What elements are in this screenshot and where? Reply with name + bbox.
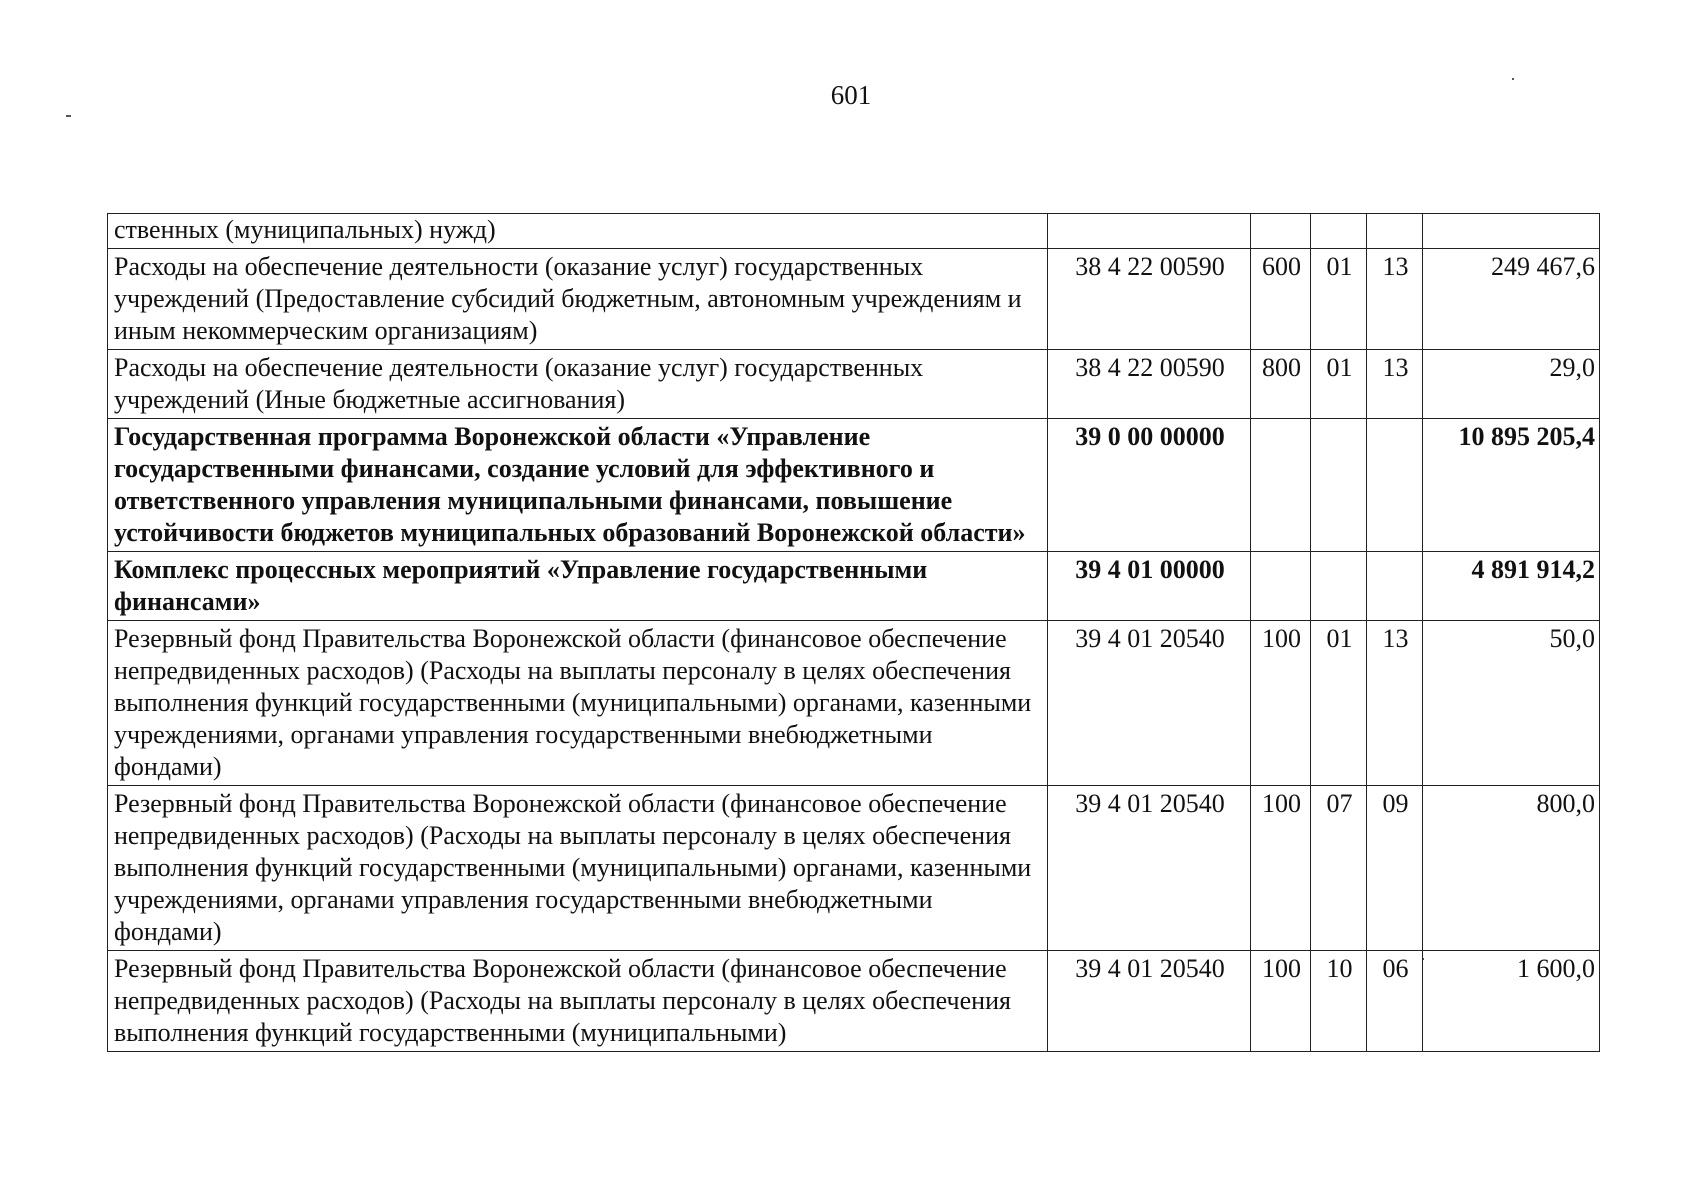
row-csr: 39 4 01 20540 (1048, 621, 1251, 786)
row-vr (1251, 419, 1311, 552)
row-pr: 13 (1367, 350, 1423, 419)
table-row (108, 419, 1600, 552)
row-rz (1311, 552, 1367, 621)
scan-speck (1512, 78, 1514, 80)
table-row (108, 552, 1600, 621)
row-vr: 800 (1251, 350, 1311, 419)
row-pr: 09 (1367, 786, 1423, 951)
row-name: ственных (муниципальных) нужд) (108, 214, 1048, 249)
row-sum: 1 600,0 (1423, 951, 1600, 1052)
row-name: Государственная программа Воронежской области «Управление государственными финансами, создание условий для эффективного и ответственного управления муниципальными финансами, повышение устойчивости бюджетов муниципальных образований Воронежской области» (108, 419, 1048, 552)
row-rz: 10 (1311, 951, 1367, 1052)
row-rz (1311, 214, 1367, 249)
row-vr: 100 (1251, 621, 1311, 786)
row-csr: 38 4 22 00590 (1048, 249, 1251, 350)
row-pr: 06 (1367, 951, 1423, 1052)
row-rz: 07 (1311, 786, 1367, 951)
row-sum: 29,0 (1423, 350, 1600, 419)
row-pr (1367, 214, 1423, 249)
row-vr: 100 (1251, 951, 1311, 1052)
row-sum: 10 895 205,4 (1423, 419, 1600, 552)
row-sum (1423, 214, 1600, 249)
row-csr: 39 4 01 20540 (1048, 951, 1251, 1052)
table-row (108, 249, 1600, 350)
row-pr (1367, 419, 1423, 552)
row-rz: 01 (1311, 350, 1367, 419)
row-name: Расходы на обеспечение деятельности (оказание услуг) государственных учреждений (Иные бюджетные ассигнования) (108, 350, 1048, 419)
row-sum: 4 891 914,2 (1423, 552, 1600, 621)
table-row (108, 786, 1600, 951)
table-row (108, 350, 1600, 419)
row-vr: 600 (1251, 249, 1311, 350)
table-row (108, 951, 1600, 1052)
row-rz: 01 (1311, 249, 1367, 350)
row-rz (1311, 419, 1367, 552)
row-sum: 50,0 (1423, 621, 1600, 786)
row-name: Резервный фонд Правительства Воронежской области (финансовое обеспечение непредвиденных расходов) (Расходы на выплаты персоналу в целях обеспечения выполнения функций государственными (муниципальными) (108, 951, 1048, 1052)
row-name: Резервный фонд Правительства Воронежской области (финансовое обеспечение непредвиденных расходов) (Расходы на выплаты персоналу в целях обеспечения выполнения функций государственными (муниципальными) органами, казенными учреждениями, органами управления государственными внебюджетными фондами) (108, 786, 1048, 951)
row-name: Комплекс процессных мероприятий «Управление государственными финансами» (108, 552, 1048, 621)
row-vr (1251, 214, 1311, 249)
row-csr: 39 4 01 00000 (1048, 552, 1251, 621)
row-pr (1367, 552, 1423, 621)
page-number: 601 (830, 80, 872, 110)
row-vr: 100 (1251, 786, 1311, 951)
row-rz: 01 (1311, 621, 1367, 786)
row-pr: 13 (1367, 249, 1423, 350)
row-csr: 39 4 01 20540 (1048, 786, 1251, 951)
table-row (108, 621, 1600, 786)
table-row (108, 214, 1600, 249)
row-csr: 38 4 22 00590 (1048, 350, 1251, 419)
scan-speck (66, 115, 71, 117)
row-name: Расходы на обеспечение деятельности (оказание услуг) государственных учреждений (Предоставление субсидий бюджетным, автономным учреждениям и иным некоммерческим организациям) (108, 249, 1048, 350)
row-sum: 249 467,6 (1423, 249, 1600, 350)
row-vr (1251, 552, 1311, 621)
row-pr: 13 (1367, 621, 1423, 786)
row-csr: 39 0 00 00000 (1048, 419, 1251, 552)
row-sum: 800,0 (1423, 786, 1600, 951)
row-name: Резервный фонд Правительства Воронежской области (финансовое обеспечение непредвиденных расходов) (Расходы на выплаты персоналу в целях обеспечения выполнения функций государственными (муниципальными) органами, казенными учреждениями, органами управления государственными внебюджетными фондами) (108, 621, 1048, 786)
row-csr (1048, 214, 1251, 249)
budget-table (107, 213, 1600, 1052)
